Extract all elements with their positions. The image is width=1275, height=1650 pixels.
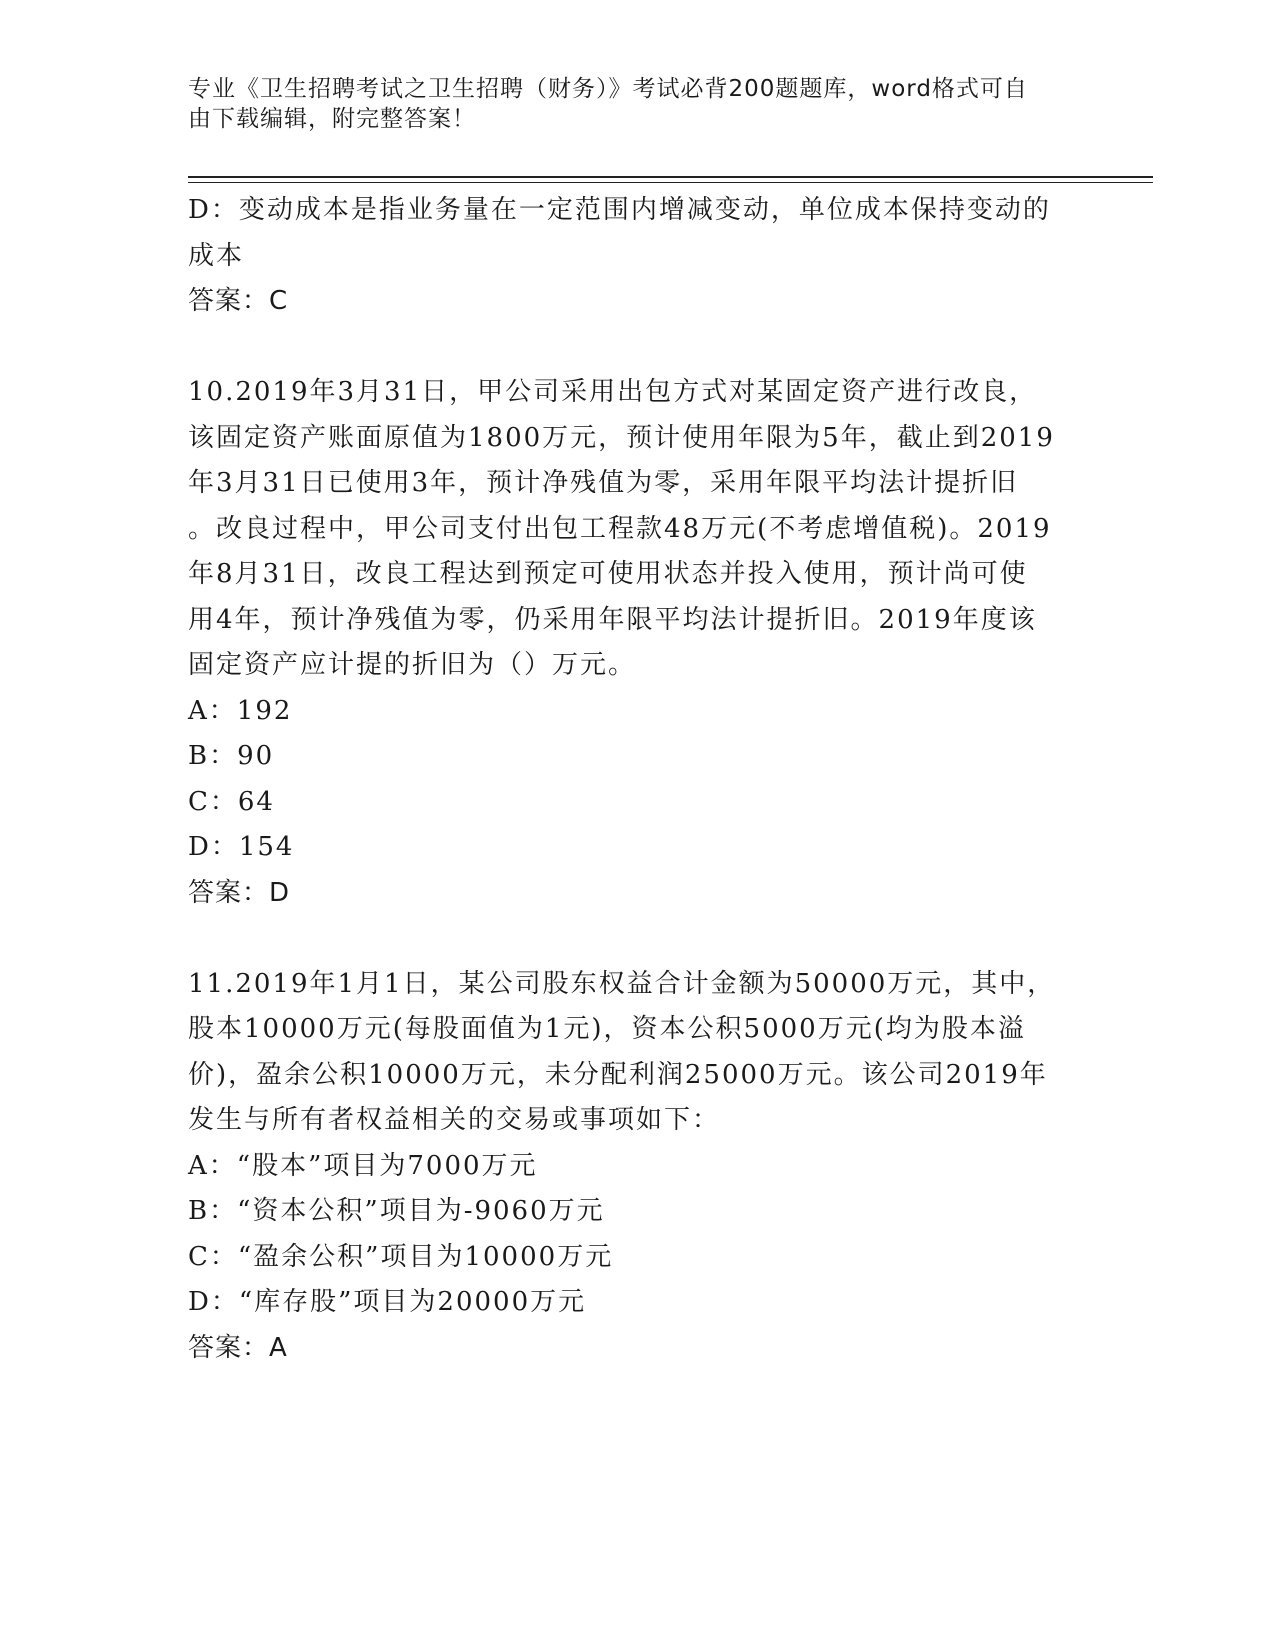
q10-option-d: D：154 <box>188 832 295 862</box>
q10-answer: 答案：D <box>188 877 291 908</box>
q11-option-b: B：“资本公积”项目为-9060万元 <box>188 1196 605 1226</box>
q10-stem-line-3: 年3月31日已使用3年，预计净残值为零，采用年限平均法计提折旧 <box>188 468 1019 498</box>
header-line-2: 由下载编辑，附完整答案！ <box>188 106 476 132</box>
q10-stem-line-6: 用4年，预计净残值为零，仍采用年限平均法计提折旧。2019年度该 <box>188 604 1037 635</box>
q11-stem-line-3: 价)，盈余公积10000万元，未分配利润25000万元。该公司2019年 <box>188 1059 1048 1090</box>
q10-stem-line-1: 10.2019年3月31日，甲公司采用出包方式对某固定资产进行改良， <box>188 377 1038 407</box>
question-9-tail <box>188 188 1088 325</box>
q11-stem-line-1: 11.2019年1月1日，某公司股东权益合计金额为50000万元，其中， <box>188 968 1056 999</box>
spacer <box>188 916 1088 962</box>
q11-option-c: C：“盈余公积”项目为10000万元 <box>188 1241 614 1272</box>
question-10 <box>188 370 1088 916</box>
q11-answer: 答案：A <box>188 1332 288 1363</box>
q9-option-d-line-1: D：变动成本是指业务量在一定范围内增减变动，单位成本保持变动的 <box>188 195 1051 225</box>
document-body <box>188 188 1088 1371</box>
q10-stem-line-4: 。改良过程中，甲公司支付出包工程款48万元(不考虑增值税)。2019 <box>188 513 1052 544</box>
q10-option-a: A：192 <box>188 695 293 726</box>
header-line-1: 专业《卫生招聘考试之卫生招聘（财务）》考试必背200题题库，word格式可自 <box>188 76 1028 102</box>
spacer <box>188 325 1088 371</box>
question-11 <box>188 962 1088 1372</box>
q11-option-a: A：“股本”项目为7000万元 <box>188 1150 538 1181</box>
q11-option-d: D：“库存股”项目为20000万元 <box>188 1287 587 1317</box>
q11-stem-line-4: 发生与所有者权益相关的交易或事项如下： <box>188 1105 721 1135</box>
q9-answer: 答案：C <box>188 286 289 316</box>
q10-stem-line-2: 该固定资产账面原值为1800万元，预计使用年限为5年，截止到2019 <box>188 422 1055 453</box>
header-divider-thin <box>188 182 1153 183</box>
q10-option-c: C：64 <box>188 786 275 817</box>
q10-stem-line-5: 年8月31日，改良工程达到预定可使用状态并投入使用，预计尚可使 <box>188 559 1028 589</box>
header-divider-thick <box>188 176 1153 178</box>
document-header <box>188 74 1068 134</box>
q11-stem-line-2: 股本10000万元(每股面值为1元)，资本公积5000万元(均为股本溢 <box>188 1014 1026 1044</box>
q10-stem-line-7: 固定资产应计提的折旧为（）万元。 <box>188 650 637 680</box>
q10-option-b: B：90 <box>188 741 275 771</box>
q9-option-d-line-2: 成本 <box>188 240 245 271</box>
